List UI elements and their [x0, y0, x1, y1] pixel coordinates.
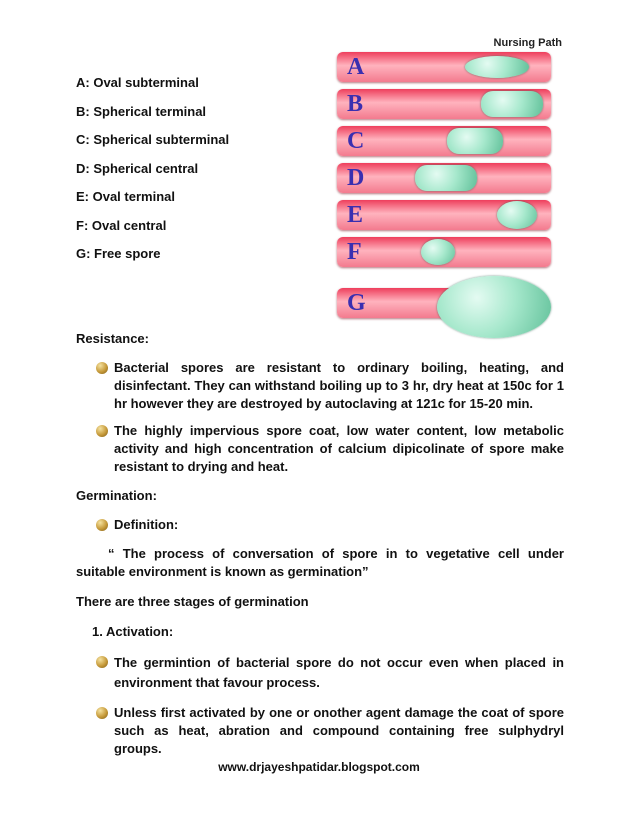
spore-oval-subterminal — [465, 56, 529, 78]
activation-heading: 1. Activation: — [92, 624, 174, 639]
bullet-icon — [96, 707, 108, 719]
spore-type-f: F: Oval central — [76, 217, 167, 233]
bar-letter-a: A — [347, 54, 365, 80]
bullet-text: The highly impervious spore coat, low water content, low metabolic activity and high concentration of calcium dipicolinate of spore make resistant to drying and heat. — [114, 423, 564, 474]
definition-label: Definition: — [114, 517, 179, 532]
spore-type-d: D: Spherical central — [76, 160, 199, 176]
activation-bullet-2 — [76, 704, 564, 758]
spore-types-list — [76, 74, 316, 274]
definition-text: “ The process of conversation of spore in to vegetative cell under suitable environment is known as germination” — [76, 546, 564, 579]
resistance-bullet-2 — [76, 422, 564, 476]
spore-type-e: E: Oval terminal — [76, 189, 175, 204]
spore-position-figure — [333, 44, 563, 342]
bar-letter-c: C — [347, 128, 365, 154]
germination-heading: Germination: — [76, 488, 157, 503]
bullet-text: The germintion of bacterial spore do not occur even when placed in environment that favour process. — [114, 655, 564, 690]
bullet-text: Unless first activated by one or onother agent damage the coat of spore such as heat, abration and compound containing free sulphydryl groups. — [114, 705, 564, 756]
page-header: Nursing Path — [493, 37, 562, 49]
bullet-icon — [96, 519, 108, 531]
spore-spherical-central — [415, 165, 477, 191]
spore-type-c: C: Spherical subterminal — [76, 132, 230, 147]
bullet-icon — [96, 656, 108, 668]
bullet-icon — [96, 425, 108, 437]
definition-bullet — [76, 516, 564, 534]
resistance-bullet-1 — [76, 359, 564, 413]
bacterium-bar-e — [337, 200, 551, 230]
bacterium-bar-d — [337, 163, 551, 193]
bar-letter-f: F — [347, 239, 362, 265]
stages-intro: There are three stages of germination — [76, 594, 309, 609]
resistance-heading: Resistance: — [76, 331, 149, 346]
bar-letter-e: E — [347, 202, 364, 228]
bacterium-bar-c — [337, 126, 551, 156]
spore-type-b: B: Spherical terminal — [76, 103, 207, 119]
page-footer-url: www.drjayeshpatidar.blogspot.com — [218, 760, 420, 774]
bacterium-bar-f — [337, 237, 551, 267]
bar-letter-g: G — [347, 290, 366, 316]
spore-type-a: A: Oval subterminal — [76, 75, 199, 90]
bacterium-bar-a — [337, 52, 551, 82]
spore-oval-terminal — [497, 201, 537, 229]
bar-letter-d: D — [347, 165, 365, 191]
activation-bullet-1 — [76, 653, 564, 693]
bacterium-bar-b — [337, 89, 551, 119]
bullet-text: Bacterial spores are resistant to ordinary boiling, heating, and disinfectant. They can withstand boiling up to 3 hr, dry heat at 150c for 1 hr however they are destroyed by autoclaving at 121c for 15-20 min. — [114, 360, 564, 411]
spore-spherical-subterminal — [447, 128, 503, 154]
bar-letter-b: B — [347, 91, 364, 117]
bullet-icon — [96, 362, 108, 374]
main-content — [76, 330, 564, 758]
spore-spherical-terminal — [481, 91, 543, 117]
spore-oval-central — [421, 239, 455, 265]
spore-type-g: G: Free spore — [76, 246, 161, 261]
spore-free — [437, 276, 551, 338]
